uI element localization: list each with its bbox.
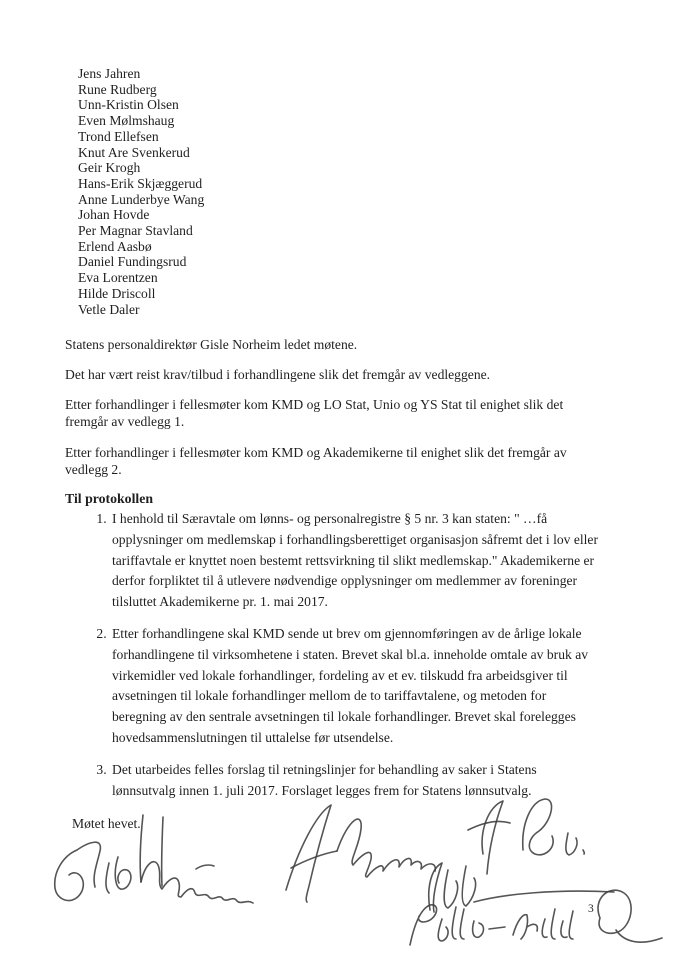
participant-signatures-icon [278,788,673,956]
attendee-name: Even Mølmshaug [78,113,175,129]
paragraph-meeting-leader: Statens personaldirektør Gisle Norheim ledet møtene. [65,337,358,352]
attendee-name: Johan Hovde [78,207,150,223]
attendee-name: Per Magnar Stavland [78,223,193,239]
attendee-name: Jens Jahren [78,66,141,81]
attendee-name: Geir Krogh [78,160,141,176]
attendee-name: Hilde Driscoll [78,285,156,301]
attendee-name: Rune Rudberg [78,81,157,97]
attendee-name: Trond Ellefsen [78,128,159,144]
paragraph-claims-offers: Det har vært reist krav/tilbud i forhandlingene slik det fremgår av vedleggene. [65,367,491,382]
protocol-item: 2. Etter forhandlingene skal KMD sende ut brev om gjennomføringen av de årlige lokale forhandlingene til virksomhetene i staten. Brevet skal bl.a. inneholde omtale av bruk av virkemidler ved lokale forhandlinger, fordeling av et ev. tilskudd fra arbeidsgiver til avsetningen til lokale forhandlinger mellom de to tariffavtalene, og metoden for beregning av den sentrale avsetningen til lokale forhandlinger. Brevet skal forelegges hovedsammenslutningen til uttalelse før utsendelse. [110,624,599,749]
attendee-name: Hans-Erik Skjæggerud [78,175,203,191]
attendee-name: Daniel Fundingsrud [78,254,187,270]
protocol-item: 1. I henhold til Særavtale om lønns- og personalregistre § 5 nr. 3 kan staten: " …få opplysninger om medlemskap i forhandlingsberettiget organisasjon såfremt det i lov eller tariffavtale er knyttet noen bestemt rettsvirkning til slikt medlemskap." Akademikerne er derfor forpliktet til å utlevere nødvendige opplysninger om medlemmer av foreninger tilsluttet Akademikerne pr. 1. mai 2017. [110,509,599,613]
attendee-name: Eva Lorentzen [78,270,158,286]
protocol-heading: Til protokollen [65,491,154,506]
attendee-name: Knut Are Svenkerud [78,144,190,160]
page-number: 3 [588,903,594,915]
paragraph-agreement-vedlegg1: Etter forhandlinger i fellesmøter kom KMD og LO Stat, Unio og YS Stat til enighet slik det fremgår av vedlegg 1. [65,397,564,429]
left-signature-icon [46,812,261,917]
attendee-name: Anne Lunderbye Wang [78,191,205,207]
protocol-item: 3. Det utarbeides felles forslag til retningslinjer for behandling av saker i Statens lønnsutvalg innen 1. juli 2017. Forslaget legges frem for Statens lønnsutvalg. [110,760,599,802]
attendee-name: Unn-Kristin Olsen [78,97,179,113]
attendee-name: Vetle Daler [78,301,140,317]
closing-statement: Møtet hevet. [72,816,141,831]
paragraph-agreement-vedlegg2: Etter forhandlinger i fellesmøter kom KMD og Akademikerne til enighet slik det fremgår av vedlegg 2. [65,445,567,477]
protocol-item-list [65,509,599,812]
attendee-name: Erlend Aasbø [78,238,152,254]
attendee-name-list [78,66,204,317]
